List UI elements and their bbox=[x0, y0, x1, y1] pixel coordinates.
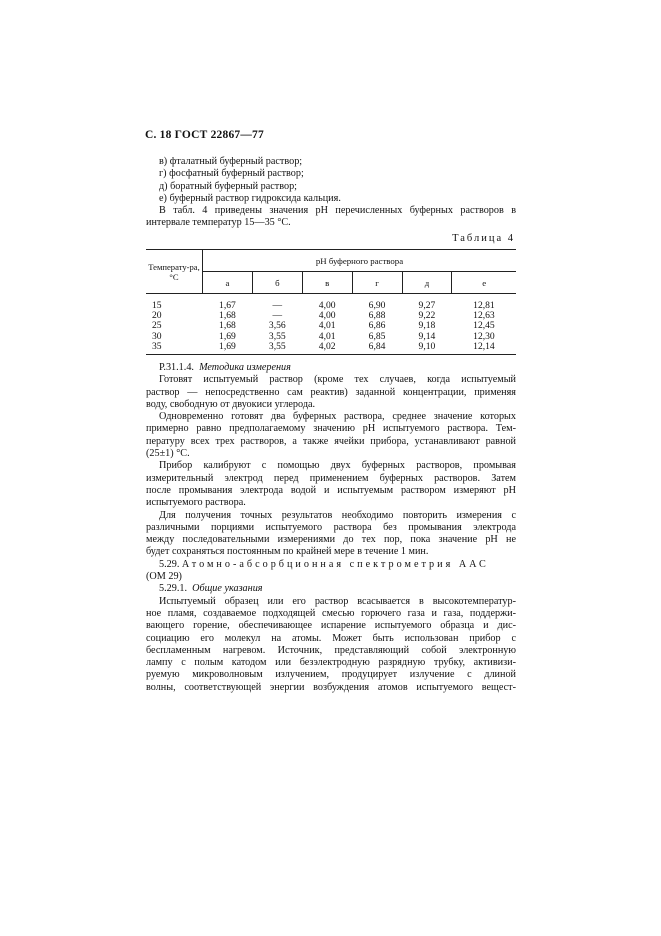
table-cell: 9,27 bbox=[418, 300, 436, 311]
paragraph-line: Прибор калибруют с помощью двух буферных растворов, промывая bbox=[159, 460, 516, 472]
subsection-heading bbox=[146, 583, 516, 595]
paragraph-line: волны, соответствующей энергии возбуждения атомов испытуемого вещест- bbox=[146, 681, 516, 693]
table-cell: 35 bbox=[146, 342, 203, 355]
table-cell: 6,90 bbox=[368, 300, 386, 311]
table-cell: 6,85 bbox=[368, 330, 386, 342]
paragraph-line: измерительный электрод перед применением буферных растворов. Затем bbox=[146, 472, 516, 484]
table-cell: 1,69 bbox=[219, 330, 236, 342]
intro-block bbox=[146, 156, 516, 230]
section-number: 5.29. bbox=[159, 558, 180, 570]
table-cell: 12,81 bbox=[473, 300, 495, 311]
paragraph-line: Готовят испытуемый раствор (кроме тех случаев, когда испытуемый bbox=[159, 374, 516, 386]
table-cell: 4,01 bbox=[318, 320, 336, 332]
section-heading bbox=[146, 559, 516, 571]
table-column-header: б bbox=[252, 272, 302, 294]
table-cell: 4,02 bbox=[302, 342, 352, 355]
table-cell: — bbox=[272, 310, 283, 322]
paragraph-line: ное пламя, создаваемое подходящей смесью горючего газа и газа, поддержи- bbox=[146, 607, 516, 619]
table-cell: 3,55 bbox=[268, 330, 286, 342]
table-cell: — bbox=[272, 300, 283, 311]
table-cell: 12,30 bbox=[473, 330, 495, 342]
subsection-title: Общие указания bbox=[192, 583, 263, 595]
paragraph-line: руемую микроволновым излучением, продуцирует излучение с длиной bbox=[146, 669, 516, 681]
table-cell: 4,01 bbox=[318, 330, 336, 342]
table-column-header: д bbox=[402, 272, 452, 294]
table-column-header: в bbox=[302, 272, 352, 294]
table-column-header: е bbox=[452, 272, 516, 294]
paragraph-line: после промывания электрода водой и испытуемым раствором измеряют pH bbox=[146, 484, 516, 496]
table-cell: 4,00 bbox=[318, 300, 336, 311]
table-cell: 1,68 bbox=[219, 310, 236, 322]
paragraph-line: В табл. 4 приведены значения pH перечисленных буферных растворов в bbox=[159, 205, 516, 217]
table-cell: 9,10 bbox=[402, 342, 452, 355]
list-item: е) буферный раствор гидроксида кальция. bbox=[159, 192, 341, 204]
table-cell: 9,14 bbox=[418, 330, 436, 342]
paragraph-line: Испытуемый образец или его раствор всасывается в высокотемператур- bbox=[159, 595, 516, 607]
paragraph-line: различными порциями испытуемого раствора без промывания электрода bbox=[146, 521, 516, 533]
paragraph-line: Для получения точных результатов необходимо повторить измерения с bbox=[159, 509, 516, 521]
paragraph-line: (25±1) °С. bbox=[146, 448, 190, 460]
table-cell: 30 bbox=[152, 330, 162, 342]
section-title: Методика измерения bbox=[199, 362, 291, 373]
paragraph-line: пературу всех трех растворов, а также ячейки прибора, устанавливают равной bbox=[146, 435, 516, 447]
paragraph-line: примерно равно предполагаемому значению pH испытуемого раствора. Тем- bbox=[146, 423, 516, 435]
table-cell: 1,67 bbox=[219, 300, 236, 311]
paragraph-line: между последовательными измерениями до тех пор, пока значение pH не bbox=[146, 534, 516, 546]
table-cell: 4,00 bbox=[318, 310, 336, 322]
list-item: г) фосфатный буферный раствор; bbox=[159, 168, 304, 180]
list-item: д) боратный буферный раствор; bbox=[159, 180, 297, 192]
table-row bbox=[146, 294, 516, 312]
table-cell: 1,68 bbox=[219, 320, 236, 332]
table-cell: 9,18 bbox=[418, 320, 436, 332]
paragraph-line: Одновременно готовят два буферных раствора, среднее значение которых bbox=[159, 411, 516, 423]
table-cell: 6,86 bbox=[368, 320, 386, 332]
paragraph-line: социацию его молекул на атомы. Может быть использован прибор с bbox=[146, 632, 516, 644]
table-column-header: а bbox=[203, 272, 253, 294]
table-cell: 6,84 bbox=[352, 342, 402, 355]
subsection-number: 5.29.1. bbox=[159, 583, 188, 595]
section-number: Р.31.1.4. bbox=[159, 362, 194, 373]
table-cell: 3,55 bbox=[252, 342, 302, 355]
table-cell: 15 bbox=[152, 300, 162, 311]
table-row bbox=[146, 342, 516, 355]
table-cell: 12,14 bbox=[452, 342, 516, 355]
table-cell: 6,88 bbox=[368, 310, 386, 322]
table-cell: 9,22 bbox=[418, 310, 436, 322]
paragraph-line: вающего горение, обеспечивающее испарение испытуемого образца и дис- bbox=[146, 620, 516, 632]
page-header: С. 18 ГОСТ 22867—77 bbox=[145, 129, 264, 141]
paragraph-line: интервале температур 15—35 °С. bbox=[146, 217, 291, 229]
list-item: в) фталатный буферный раствор; bbox=[159, 156, 303, 167]
table-cell: 12,45 bbox=[473, 320, 495, 332]
table-cell: 25 bbox=[152, 320, 162, 332]
method-block bbox=[146, 362, 516, 694]
table-cell: 12,63 bbox=[473, 310, 495, 322]
table-cell: 3,56 bbox=[268, 320, 286, 332]
paragraph-line: воду, свободную от двуокиси углерода. bbox=[146, 398, 316, 410]
table-column-header: г bbox=[352, 272, 402, 294]
table-caption: Таблица 4 bbox=[452, 233, 515, 244]
table-cell: 1,69 bbox=[203, 342, 253, 355]
ph-table bbox=[146, 249, 516, 355]
paragraph-line: будет сохраняться постоянным по крайней мере в течение 1 мин. bbox=[146, 546, 429, 558]
paragraph-line: раствор — непосредственно сам реактив) заданной концентрации, применяя bbox=[146, 386, 516, 398]
section-title-cont: (ОМ 29) bbox=[146, 571, 182, 583]
paragraph-line: беспламенным нагревом. Источник, представляющий собой электронную bbox=[146, 644, 516, 656]
section-title: Атомно-абсорбционная спектрометрия ААС bbox=[181, 558, 489, 570]
table-group-header: pH буферного раствора bbox=[203, 250, 517, 272]
paragraph-line: лампу с полым катодом или безэлектродную разрядную трубку, активизи- bbox=[146, 657, 516, 669]
table-cell: 20 bbox=[152, 310, 162, 322]
table-header-temperature: Температу-ра, °С bbox=[146, 250, 203, 294]
paragraph-line: испытуемого раствора. bbox=[146, 497, 246, 509]
section-heading bbox=[146, 362, 516, 374]
